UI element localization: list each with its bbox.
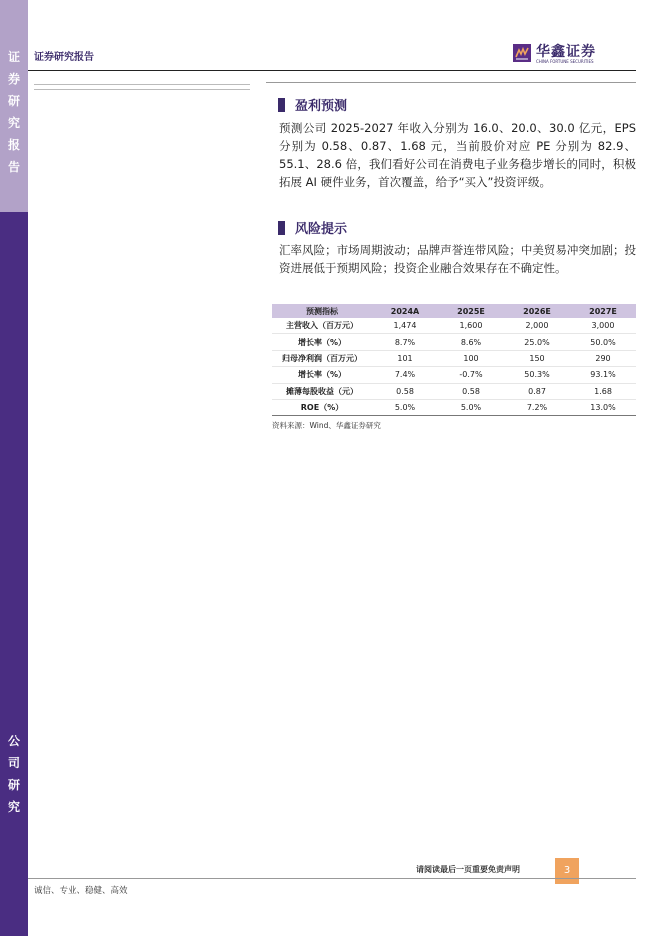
section-title-profit-forecast: [278, 95, 347, 114]
table-cell: 1,600: [438, 318, 504, 334]
table-row: [272, 334, 636, 350]
table-cell: 290: [570, 350, 636, 366]
table-cell: 7.4%: [372, 367, 438, 383]
table-cell: 8.6%: [438, 334, 504, 350]
table-cell: 2,000: [504, 318, 570, 334]
row-label: 归母净利润（百万元）: [272, 350, 372, 366]
table-header-cell: 2024A: [372, 304, 438, 318]
sidebar-char: 研: [7, 94, 20, 108]
page-number-badge: 3: [555, 858, 579, 884]
table-cell: 5.0%: [372, 399, 438, 415]
sidebar-char: 究: [7, 800, 20, 814]
sidebar-bottom-band: [0, 212, 28, 936]
table-cell: 25.0%: [504, 334, 570, 350]
report-type-title: 证券研究报告: [34, 52, 94, 63]
table-cell: 100: [438, 350, 504, 366]
risk-text: 汇率风险；市场周期波动；品牌声誉连带风险；中美贸易冲突加剧；投资进展低于预期风险；投资企业融合效果存在不确定性。: [279, 243, 636, 275]
table-row: [272, 367, 636, 383]
table-cell: 1.68: [570, 383, 636, 399]
table-row: [272, 383, 636, 399]
sidebar-report-label: [0, 46, 28, 178]
sidebar-char: 报: [7, 138, 20, 152]
table-header-row: [272, 304, 636, 318]
sidebar-char: 证: [7, 50, 20, 64]
table-cell: 7.2%: [504, 399, 570, 415]
table-cell: 50.3%: [504, 367, 570, 383]
table-cell: 8.7%: [372, 334, 438, 350]
table-cell: 50.0%: [570, 334, 636, 350]
section-marker: [278, 221, 285, 235]
profit-forecast-text: 预测公司 2025-2027 年收入分别为 16.0、20.0、30.0 亿元，EPS 分别为 0.58、0.87、1.68 元，当前股价对应 PE 分别为 82.9、55.1、28.6 倍，我们看好公司在消费电子业务稳步增长的同时，积极拓展 AI 硬件业务，首次覆盖，给予“买入”投资评级。: [279, 121, 636, 189]
table-header-cell: 2027E: [570, 304, 636, 318]
sidebar-char: 公: [7, 734, 20, 748]
table-cell: 101: [372, 350, 438, 366]
row-label: 摊薄每股收益（元）: [272, 383, 372, 399]
sidebar-char: 告: [7, 160, 20, 174]
left-column-rule: [34, 84, 250, 90]
section-title-risk: [278, 218, 347, 237]
table-header-cell: 预测指标: [272, 304, 372, 318]
table-cell: 0.87: [504, 383, 570, 399]
table-row: [272, 350, 636, 366]
table-cell: 93.1%: [570, 367, 636, 383]
sidebar-char: 研: [7, 778, 20, 792]
table-header-cell: 2025E: [438, 304, 504, 318]
sidebar-char: 究: [7, 116, 20, 130]
table-row: [272, 399, 636, 415]
table-row: [272, 318, 636, 334]
section-title-text: 风险提示: [295, 222, 348, 237]
sidebar-char: 券: [7, 72, 20, 86]
table-cell: 13.0%: [570, 399, 636, 415]
table-header-cell: 2026E: [504, 304, 570, 318]
sidebar-char: 司: [7, 756, 20, 770]
table-cell: 0.58: [438, 383, 504, 399]
right-column-rule: [266, 82, 636, 83]
data-source-note: 资料来源：Wind、华鑫证券研究: [272, 421, 381, 430]
header-divider: [28, 70, 636, 71]
table-cell: 150: [504, 350, 570, 366]
row-label: ROE（%）: [272, 399, 372, 415]
section-marker: [278, 98, 285, 112]
section-title-text: 盈利预测: [295, 99, 348, 114]
logo-mark-icon: [513, 44, 531, 62]
table-cell: 3,000: [570, 318, 636, 334]
footer-divider: [28, 878, 636, 879]
table-cell: -0.7%: [438, 367, 504, 383]
forecast-table: [272, 304, 636, 416]
row-label: 增长率（%）: [272, 334, 372, 350]
company-motto: 诚信、专业、稳健、高效: [34, 886, 128, 896]
sidebar-company-label: [0, 730, 28, 818]
logo-text-cn: 华鑫证券: [536, 44, 596, 60]
disclaimer-link[interactable]: 请阅读最后一页重要免责声明: [416, 865, 520, 874]
table-cell: 1,474: [372, 318, 438, 334]
row-label: 增长率（%）: [272, 367, 372, 383]
table-cell: 0.58: [372, 383, 438, 399]
table-cell: 5.0%: [438, 399, 504, 415]
row-label: 主营收入（百万元）: [272, 318, 372, 334]
company-logo: [513, 42, 609, 66]
logo-text-en: CHINA FORTUNE SECURITIES: [536, 59, 594, 64]
